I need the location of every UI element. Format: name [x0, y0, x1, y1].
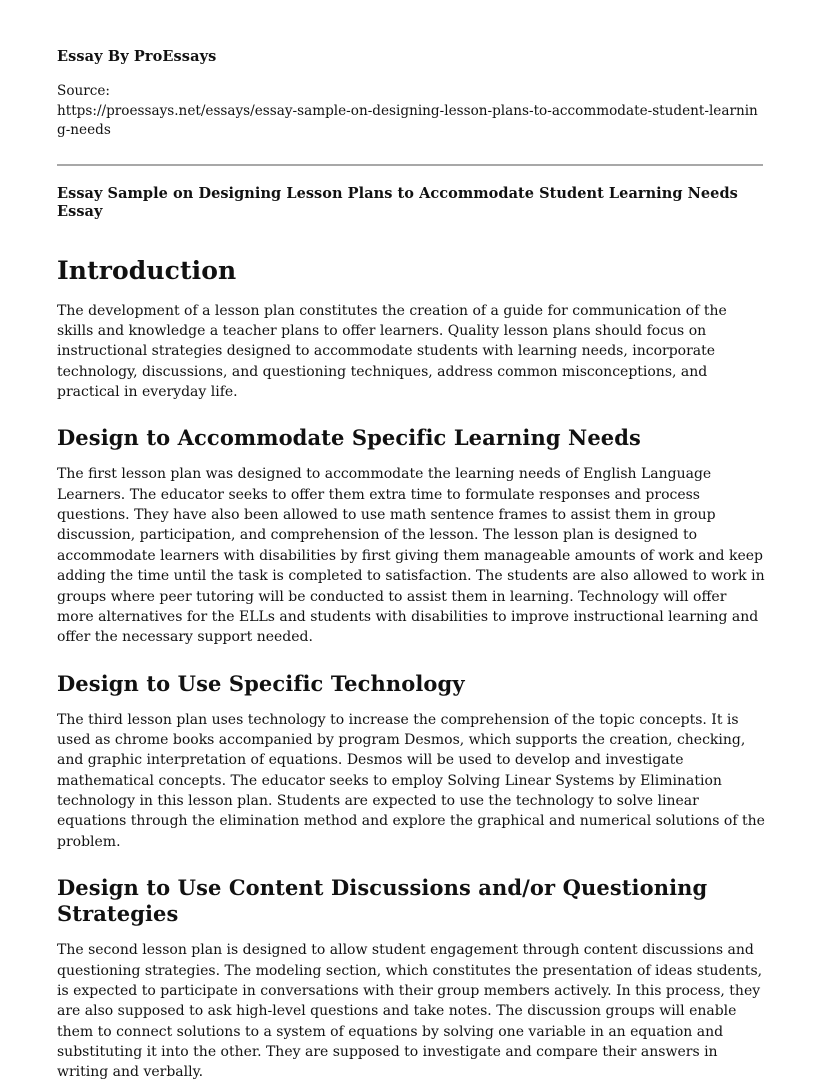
section-heading-content-discussions: Design to Use Content Discussions and/or Questioning Strategies: [57, 875, 708, 927]
section-paragraph: The third lesson plan uses technology to increase the comprehension of the topic concepts. It is used as chrome books accompanied by program Desmos, which supports the creation, checking, and graphic interpretation of equations. Desmos will be used to develop and investigate mathematical concepts. The educator seeks to employ Solving Linear Systems by Elimination technology in this lesson plan. Students are expected to use the technology to solve linear equations through the elimination method and explore the graphical and numerical solutions of the problem.: [57, 711, 765, 850]
source-url[interactable]: https://proessays.net/essays/essay-sample-on-designing-lesson-plans-to-accommodate-student-learning-needs: [57, 102, 758, 138]
section-paragraph: The development of a lesson plan constitutes the creation of a guide for communication of the skills and knowledge a teacher plans to offer learners. Quality lesson plans should focus on instructional strategies designed to accommodate students with learning needs, incorporate technology, discussions, and questioning techniques, address common misconceptions, and practical in everyday life.: [57, 302, 727, 400]
source-label: Source:: [57, 83, 110, 100]
section-paragraph: The first lesson plan was designed to accommodate the learning needs of English Language Learners. The educator seeks to offer them extra time to formulate responses and process questions. They have also been allowed to use math sentence frames to assist them in group discussion, participation, and comprehension of the lesson. The lesson plan is designed to accommodate learners with disabilities by first giving them manageable amounts of work and keep adding the time until the task is completed to satisfaction. The students are also allowed to work in groups where peer tutoring will be conducted to assist them in learning. Technology will offer more alternatives for the ELLs and students with disabilities to improve instructional learning and offer the necessary support needed.: [57, 466, 765, 646]
section-paragraph: The second lesson plan is designed to allow student engagement through content discussions and questioning strategies. The modeling section, which constitutes the presentation of ideas students, is expected to participate in conversations with their group members actively. In this process, they are also supposed to ask high-level questions and take notes. The discussion groups will enable them to connect solutions to a system of equations by solving one variable in an equation and substituting it into the other. They are supposed to investigate and compare their answers in writing and verbally.: [57, 942, 763, 1081]
section-heading-accommodate-learning-needs: Design to Accommodate Specific Learning Needs: [57, 425, 641, 451]
site-title: Essay By ProEssays: [57, 48, 217, 65]
header-divider: [57, 164, 763, 166]
section-heading-introduction: Introduction: [57, 255, 237, 285]
section-heading-specific-technology: Design to Use Specific Technology: [57, 670, 465, 696]
article-body: [57, 256, 767, 1083]
document-title: Essay Sample on Designing Lesson Plans to Accommodate Student Learning Needs Essay: [57, 185, 738, 221]
source-block: [57, 82, 763, 140]
